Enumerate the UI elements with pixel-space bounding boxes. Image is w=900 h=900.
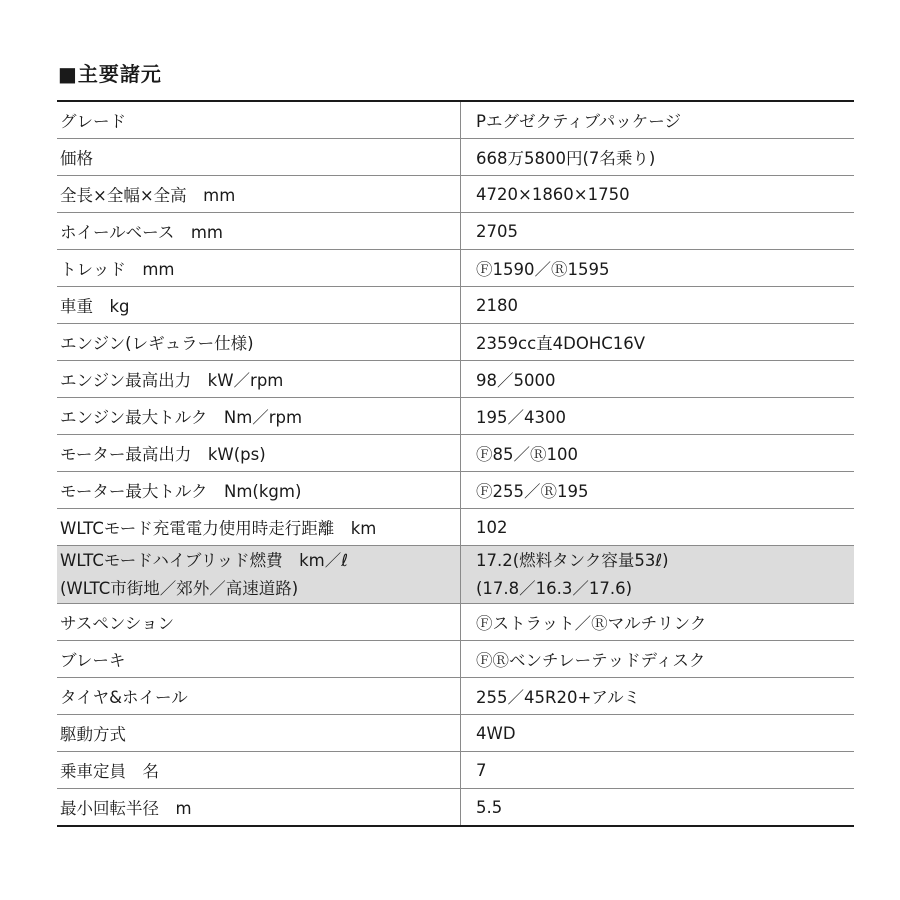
table-row	[57, 360, 854, 397]
spec-table	[57, 100, 854, 827]
spec-label: WLTCモード充電電力使用時走行距離 km	[57, 509, 461, 545]
spec-label: 駆動方式	[57, 715, 461, 751]
table-row	[57, 434, 854, 471]
spec-value: Ⓕストラット／Ⓡマルチリンク	[476, 614, 707, 633]
table-row	[57, 102, 854, 138]
spec-label	[57, 546, 461, 603]
spec-label: グレード	[57, 102, 461, 138]
spec-value: 255／45R20+アルミ	[476, 688, 641, 707]
spec-value: 668万5800円(7名乗り)	[476, 149, 656, 168]
table-row	[57, 212, 854, 249]
table-row	[57, 323, 854, 360]
table-row	[57, 286, 854, 323]
spec-label: 価格	[57, 139, 461, 175]
spec-label: ブレーキ	[57, 641, 461, 677]
spec-value: 2359cc直4DOHC16V	[476, 334, 646, 353]
spec-value: 4720×1860×1750	[476, 184, 630, 204]
spec-label: エンジン最大トルク Nm／rpm	[57, 398, 461, 434]
spec-value: 7	[476, 760, 487, 780]
spec-label-line-2: (WLTC市街地／郊外／高速道路)	[60, 578, 299, 598]
spec-label: トレッド mm	[57, 250, 461, 286]
spec-label: ホイールベース mm	[57, 213, 461, 249]
spec-value: 102	[476, 517, 508, 537]
table-row	[57, 751, 854, 788]
spec-value: 2705	[476, 221, 518, 241]
table-row	[57, 603, 854, 640]
spec-value: Ⓕ255／Ⓡ195	[476, 482, 589, 501]
table-row	[57, 640, 854, 677]
spec-value: ⒻⓇベンチレーテッドディスク	[476, 651, 706, 670]
table-row	[57, 175, 854, 212]
spec-label: 車重 kg	[57, 287, 461, 323]
spec-value: 195／4300	[476, 408, 566, 427]
spec-label: モーター最高出力 kW(ps)	[57, 435, 461, 471]
spec-value: Ⓕ85／Ⓡ100	[476, 445, 578, 464]
spec-label: エンジン最高出力 kW／rpm	[57, 361, 461, 397]
table-row	[57, 508, 854, 545]
spec-value: Ⓕ1590／Ⓡ1595	[476, 260, 610, 279]
table-row	[57, 138, 854, 175]
spec-label: モーター最大トルク Nm(kgm)	[57, 472, 461, 508]
spec-value: 4WD	[476, 723, 516, 743]
spec-label-line-1: WLTCモードハイブリッド燃費 km／ℓ	[60, 550, 349, 570]
table-row	[57, 471, 854, 508]
spec-label: 全長×全幅×全高 mm	[57, 176, 461, 212]
table-row	[57, 714, 854, 751]
spec-value: 98／5000	[476, 371, 556, 390]
spec-label: タイヤ&ホイール	[57, 678, 461, 714]
table-row-highlighted	[57, 545, 854, 603]
spec-label: 最小回転半径 m	[57, 789, 461, 825]
spec-label: エンジン(レギュラー仕様)	[57, 324, 461, 360]
table-row	[57, 788, 854, 825]
table-row	[57, 249, 854, 286]
section-title: ■主要諸元	[58, 62, 162, 86]
spec-value-line-1: 17.2(燃料タンク容量53ℓ)	[476, 550, 669, 570]
spec-value-line-2: (17.8／16.3／17.6)	[476, 578, 633, 598]
spec-label: サスペンション	[57, 604, 461, 640]
spec-value: Pエグゼクティブパッケージ	[476, 112, 681, 131]
table-row	[57, 397, 854, 434]
spec-value	[461, 546, 854, 603]
spec-value: 5.5	[476, 797, 503, 817]
spec-value: 2180	[476, 295, 518, 315]
table-row	[57, 677, 854, 714]
spec-label: 乗車定員 名	[57, 752, 461, 788]
